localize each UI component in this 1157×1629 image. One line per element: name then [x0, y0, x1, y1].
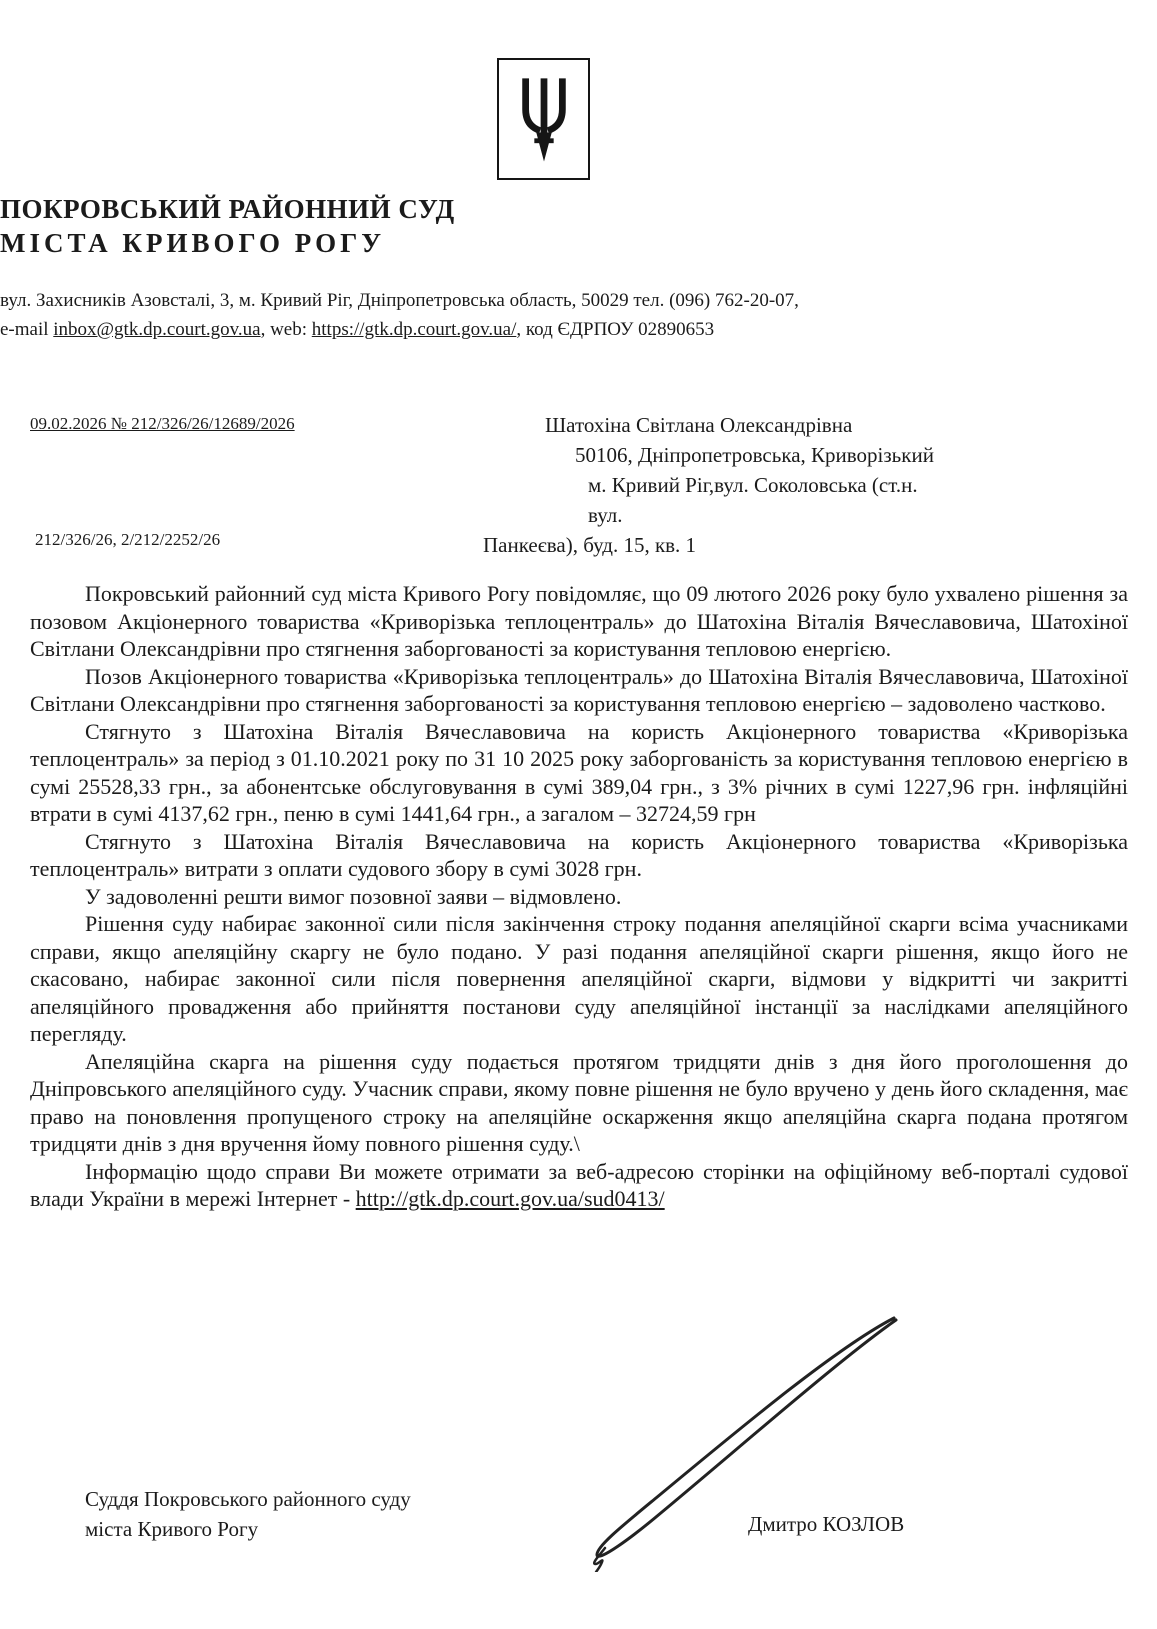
recipient-address-line: 50106, Дніпропетровська, Криворізький — [575, 443, 934, 467]
contacts-line — [0, 315, 1086, 344]
signer-name: Дмитро КОЗЛОВ — [748, 1512, 905, 1536]
signer-title — [85, 1484, 411, 1544]
web-label: , web: — [260, 319, 312, 340]
handwritten-signature — [578, 1304, 908, 1572]
recipient-address-line: м. Кривий Ріг,вул. Соколовська (ст.н. вул. — [588, 473, 918, 527]
body-paragraph: У задоволенні решти вимог позовної заяви – відмовлено. — [85, 883, 622, 909]
body-paragraph: Апеляційна скарга на рішення суду подається протягом тридцяти днів з дня його проголошення до Дніпровського апеляційного суду. Учасник справи, якому повне рішення не було вручено у день його складення, має право на поновлення пропущеного строку на апеляційне оскарження якщо апеляційна скарга подана протягом тридцяти днів з дня вручення йому повного рішення суду.\ — [30, 1048, 1128, 1156]
signer-title-line1: Суддя Покровського районного суду — [85, 1487, 411, 1511]
recipient-block — [480, 410, 950, 560]
letter-body — [30, 580, 1128, 1213]
case-numbers: 212/326/26, 2/212/2252/26 — [35, 530, 221, 549]
body-paragraph: Рішення суду набирає законної сили після закінчення строку подання апеляційної скарги всіма учасниками справи, якщо апеляційну скаргу не було подано. У разі подання апеляційної скарги рішення, якщо його не скасовано, набирає законної сили після повернення апеляційної скарги, відмови у відкритті чи закритті апеляційного провадження або прийняття постанови суду апеляційної інстанції за наслідками апеляційного перегляду. — [30, 911, 1128, 1046]
edrpou-code: , код ЄДРПОУ 02890653 — [516, 319, 715, 340]
email-link[interactable]: inbox@gtk.dp.court.gov.ua — [53, 319, 261, 340]
website-link[interactable]: https://gtk.dp.court.gov.ua/ — [311, 319, 517, 340]
recipient-name: Шатохіна Світлана Олександрівна — [545, 413, 853, 437]
recipient-address-line: Панкеєва), буд. 15, кв. 1 — [483, 533, 697, 557]
body-paragraph: Покровський районний суд міста Кривого Рогу повідомляє, що 09 лютого 2026 року було ухвалено рішення за позовом Акціонерного товариства «Криворізька теплоцентраль» до Шатохіна Віталія Вячеславовича, Шатохіної Світлани Олександрівни про стягнення заборгованості за користування тепловою енергією. — [30, 581, 1128, 661]
body-paragraph: Позов Акціонерного товариства «Криворізька теплоцентраль» до Шатохіна Віталія Вячеславовича, Шатохіної Світлани Олександрівни про стягнення заборгованості за користування тепловою енергією – задоволено частково. — [30, 663, 1128, 716]
ukraine-trident-icon — [515, 73, 573, 165]
body-paragraph: Стягнуто з Шатохіна Віталія Вячеславовича на користь Акціонерного товариства «Криворізька теплоцентраль» витрати з оплати судового збору в сумі 3028 грн. — [30, 828, 1128, 881]
email-label: e-mail — [0, 319, 54, 340]
signer-title-line2: міста Кривого Рогу — [85, 1517, 259, 1541]
court-address — [0, 286, 1086, 344]
court-name-line1: ПОКРОВСЬКИЙ РАЙОННИЙ СУД — [0, 194, 455, 224]
portal-info-text: Інформацію щодо справи Ви можете отримати за веб-адресою сторінки на офіційному веб-порталі судової влади України в мережі Інтернет - — [30, 1158, 1128, 1211]
body-paragraph-with-link — [30, 1158, 1128, 1213]
outgoing-date-number: 09.02.2026 № 212/326/26/12689/2026 — [30, 414, 295, 433]
court-name — [0, 192, 1086, 260]
coat-of-arms-box — [497, 58, 590, 180]
court-name-line2: МІСТА КРИВОГО РОГУ — [0, 228, 386, 258]
body-paragraph: Стягнуто з Шатохіна Віталія Вячеславовича на користь Акціонерного товариства «Криворізька теплоцентраль» за період з 01.10.2021 року по 31 10 2025 року заборгованість за користування тепловою енергією в сумі 25528,33 грн., за абонентське обслуговування в сумі 389,04 грн., з 3% річних в сумі 1227,96 грн. інфляційні втрати в сумі 4137,62 грн., пеню в сумі 1441,64 грн., а загалом – 32724,59 грн — [30, 718, 1128, 826]
case-portal-link[interactable]: http://gtk.dp.court.gov.ua/sud0413/ — [355, 1186, 665, 1211]
address-line: вул. Захисників Азовсталі, 3, м. Кривий Ріг, Дніпропетровська область, 50029 тел. (096) 762-20-07, — [0, 290, 799, 311]
